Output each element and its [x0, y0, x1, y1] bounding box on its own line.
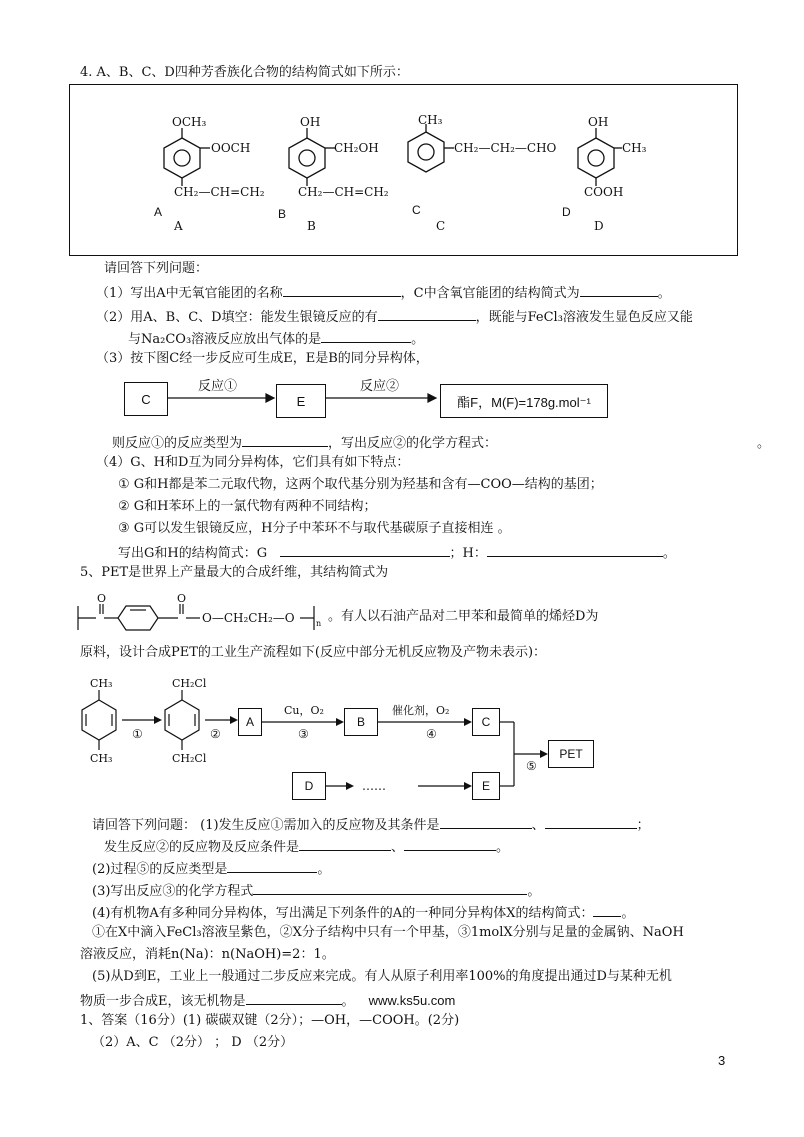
- q4-part2: （2）用A、B、C、D填空：能发生银镜反应的有 ，既能与FeCl₃溶液发生显色反应又能: [96, 306, 693, 327]
- scheme-box-a: A: [238, 708, 262, 736]
- d-sub3: COOH: [584, 185, 624, 199]
- d-tag: D: [562, 205, 571, 219]
- answer-line-2: （2）A、C （2分） ； D （2分）: [92, 1035, 294, 1050]
- q5-part4-cond: ①在X中滴入FeCl₃溶液呈紫色，②X分子结构中只有一个甲基，③1molX分别与足量的金属钠、NaOH: [92, 925, 684, 940]
- q5-line2: 。有人以石油产品对二甲苯和最简单的烯烃D为: [328, 609, 599, 624]
- b-sub3: CH₂—CH=CH₂: [298, 185, 389, 199]
- dichloride-top: CH₂Cl: [172, 677, 207, 690]
- q4-part2-cont: 与Na₂CO₃溶液反应放出气体的是 。: [128, 328, 424, 349]
- cond-4: 催化剂，O₂: [392, 704, 450, 717]
- xylene-ch3-top: CH₃: [90, 677, 113, 690]
- d-caption: D: [594, 219, 604, 233]
- a-sub1: OCH₃: [172, 115, 207, 129]
- q4-part3-answer: 则反应①的反应类型为 ，写出反应②的化学方程式： 。: [112, 432, 770, 453]
- q4-part1: （1）写出A中无氧官能团的名称 ，C中含氧官能团的结构简式为 。: [96, 282, 671, 303]
- q5-part1-cont: 发生反应②的反应物及反应条件是 、 。: [104, 836, 509, 857]
- page-number: 3: [718, 1053, 726, 1068]
- q4-feature2: ② G和H苯环上的一氯代物有两种不同结构；: [118, 499, 377, 514]
- flow-box-c: C: [124, 382, 168, 416]
- site-watermark: www.ks5u.com: [368, 993, 456, 1008]
- c-caption: C: [436, 219, 446, 233]
- pet-n: n: [316, 619, 322, 628]
- flow-box-f: 酯F，M(F)=178g.mol⁻¹: [440, 384, 608, 418]
- c-tag: C: [412, 203, 421, 217]
- answer-line-1: 1、答案（16分）(1) 碳碳双键（2分）；—OH，—COOH。(2分): [80, 1013, 460, 1028]
- step-5: ⑤: [526, 759, 537, 773]
- pet-o2: O: [177, 592, 187, 605]
- q5-part4-cond2: 溶液反应，消耗n(Na)：n(NaOH)=2：1。: [80, 947, 335, 962]
- q5-part3: (3)写出反应③的化学方程式 。: [92, 880, 540, 901]
- a-tag: A: [154, 205, 163, 219]
- c-sub1: CH₃: [418, 113, 443, 127]
- b-sub1: OH: [300, 115, 321, 129]
- q4-title: 4. A、B、C、D四种芳香族化合物的结构简式如下所示：: [80, 65, 409, 80]
- scheme-box-b: B: [344, 708, 378, 736]
- b-caption: B: [307, 219, 316, 233]
- step-1: ①: [132, 727, 143, 741]
- b-tag: B: [278, 207, 287, 221]
- a-sub3: CH₂—CH=CH₂: [174, 185, 265, 199]
- step-3: ③: [298, 727, 309, 741]
- q5-part5: (5)从D到E，工业上一般通过二步反应来完成。有人从原子利用率100%的角度提出通过D与某种无机: [92, 969, 672, 984]
- b-sub2: CH₂OH: [334, 141, 379, 155]
- q4-part4: （4）G、H和D互为同分异构体，它们具有如下特点：: [96, 455, 410, 470]
- flow-r2: 反应②: [360, 379, 400, 394]
- a-sub2: OOCH: [211, 141, 251, 155]
- step-4: ④: [426, 727, 437, 741]
- a-caption: A: [174, 219, 183, 233]
- cond-3: Cu，O₂: [284, 704, 324, 717]
- q4-prompt: 请回答下列问题：: [104, 261, 209, 276]
- flow-box-e: E: [276, 384, 326, 418]
- scheme-dots: ……: [362, 779, 386, 793]
- q5-part5-cont: 物质一步合成E，该无机物是 。 www.ks5u.com: [80, 990, 455, 1011]
- flow-r1: 反应①: [198, 379, 238, 394]
- q4-part4-answer: 写出G和H的结构简式：G ；H： 。: [118, 542, 676, 563]
- d-sub2: CH₃: [622, 141, 647, 155]
- q5-part4: (4)有机物A有多种同分异构体，写出满足下列条件的A的一种同分异构体X的结构简式： 。: [92, 902, 634, 923]
- q5-part2: (2)过程⑤的反应类型是 。: [92, 858, 330, 879]
- step-2: ②: [210, 727, 221, 741]
- scheme-box-d: D: [292, 772, 326, 800]
- c-sub2: CH₂—CH₂—CHO: [454, 141, 557, 155]
- scheme-box-c: C: [472, 708, 500, 736]
- q4-part3: （3）按下图C经一步反应可生成E，E是B的同分异构体，: [96, 351, 429, 366]
- xylene-ch3-bot: CH₃: [90, 752, 113, 765]
- dichloride-bot: CH₂Cl: [172, 752, 207, 765]
- pet-o1: O: [97, 592, 107, 605]
- pet-chain: O—CH₂CH₂—O: [202, 611, 295, 625]
- q4-feature1: ① G和H都是苯二元取代物，这两个取代基分别为羟基和含有—COO—结构的基团；: [118, 477, 603, 492]
- q5-title: 5、PET是世界上产量最大的合成纤维，其结构简式为: [80, 565, 389, 580]
- q4-feature3: ③ G可以发生银镜反应，H分子中苯环不与取代基碳原子直接相连 。: [118, 521, 511, 536]
- q5-part1: 请回答下列问题： (1)发生反应①需加入的反应物及其条件是 、 ；: [92, 814, 650, 835]
- q5-line3: 原料，设计合成PET的工业生产流程如下(反应中部分无机反应物及产物未表示)：: [80, 645, 547, 660]
- scheme-box-e: E: [472, 772, 500, 800]
- d-sub1: OH: [588, 115, 609, 129]
- scheme-box-pet: PET: [548, 740, 594, 768]
